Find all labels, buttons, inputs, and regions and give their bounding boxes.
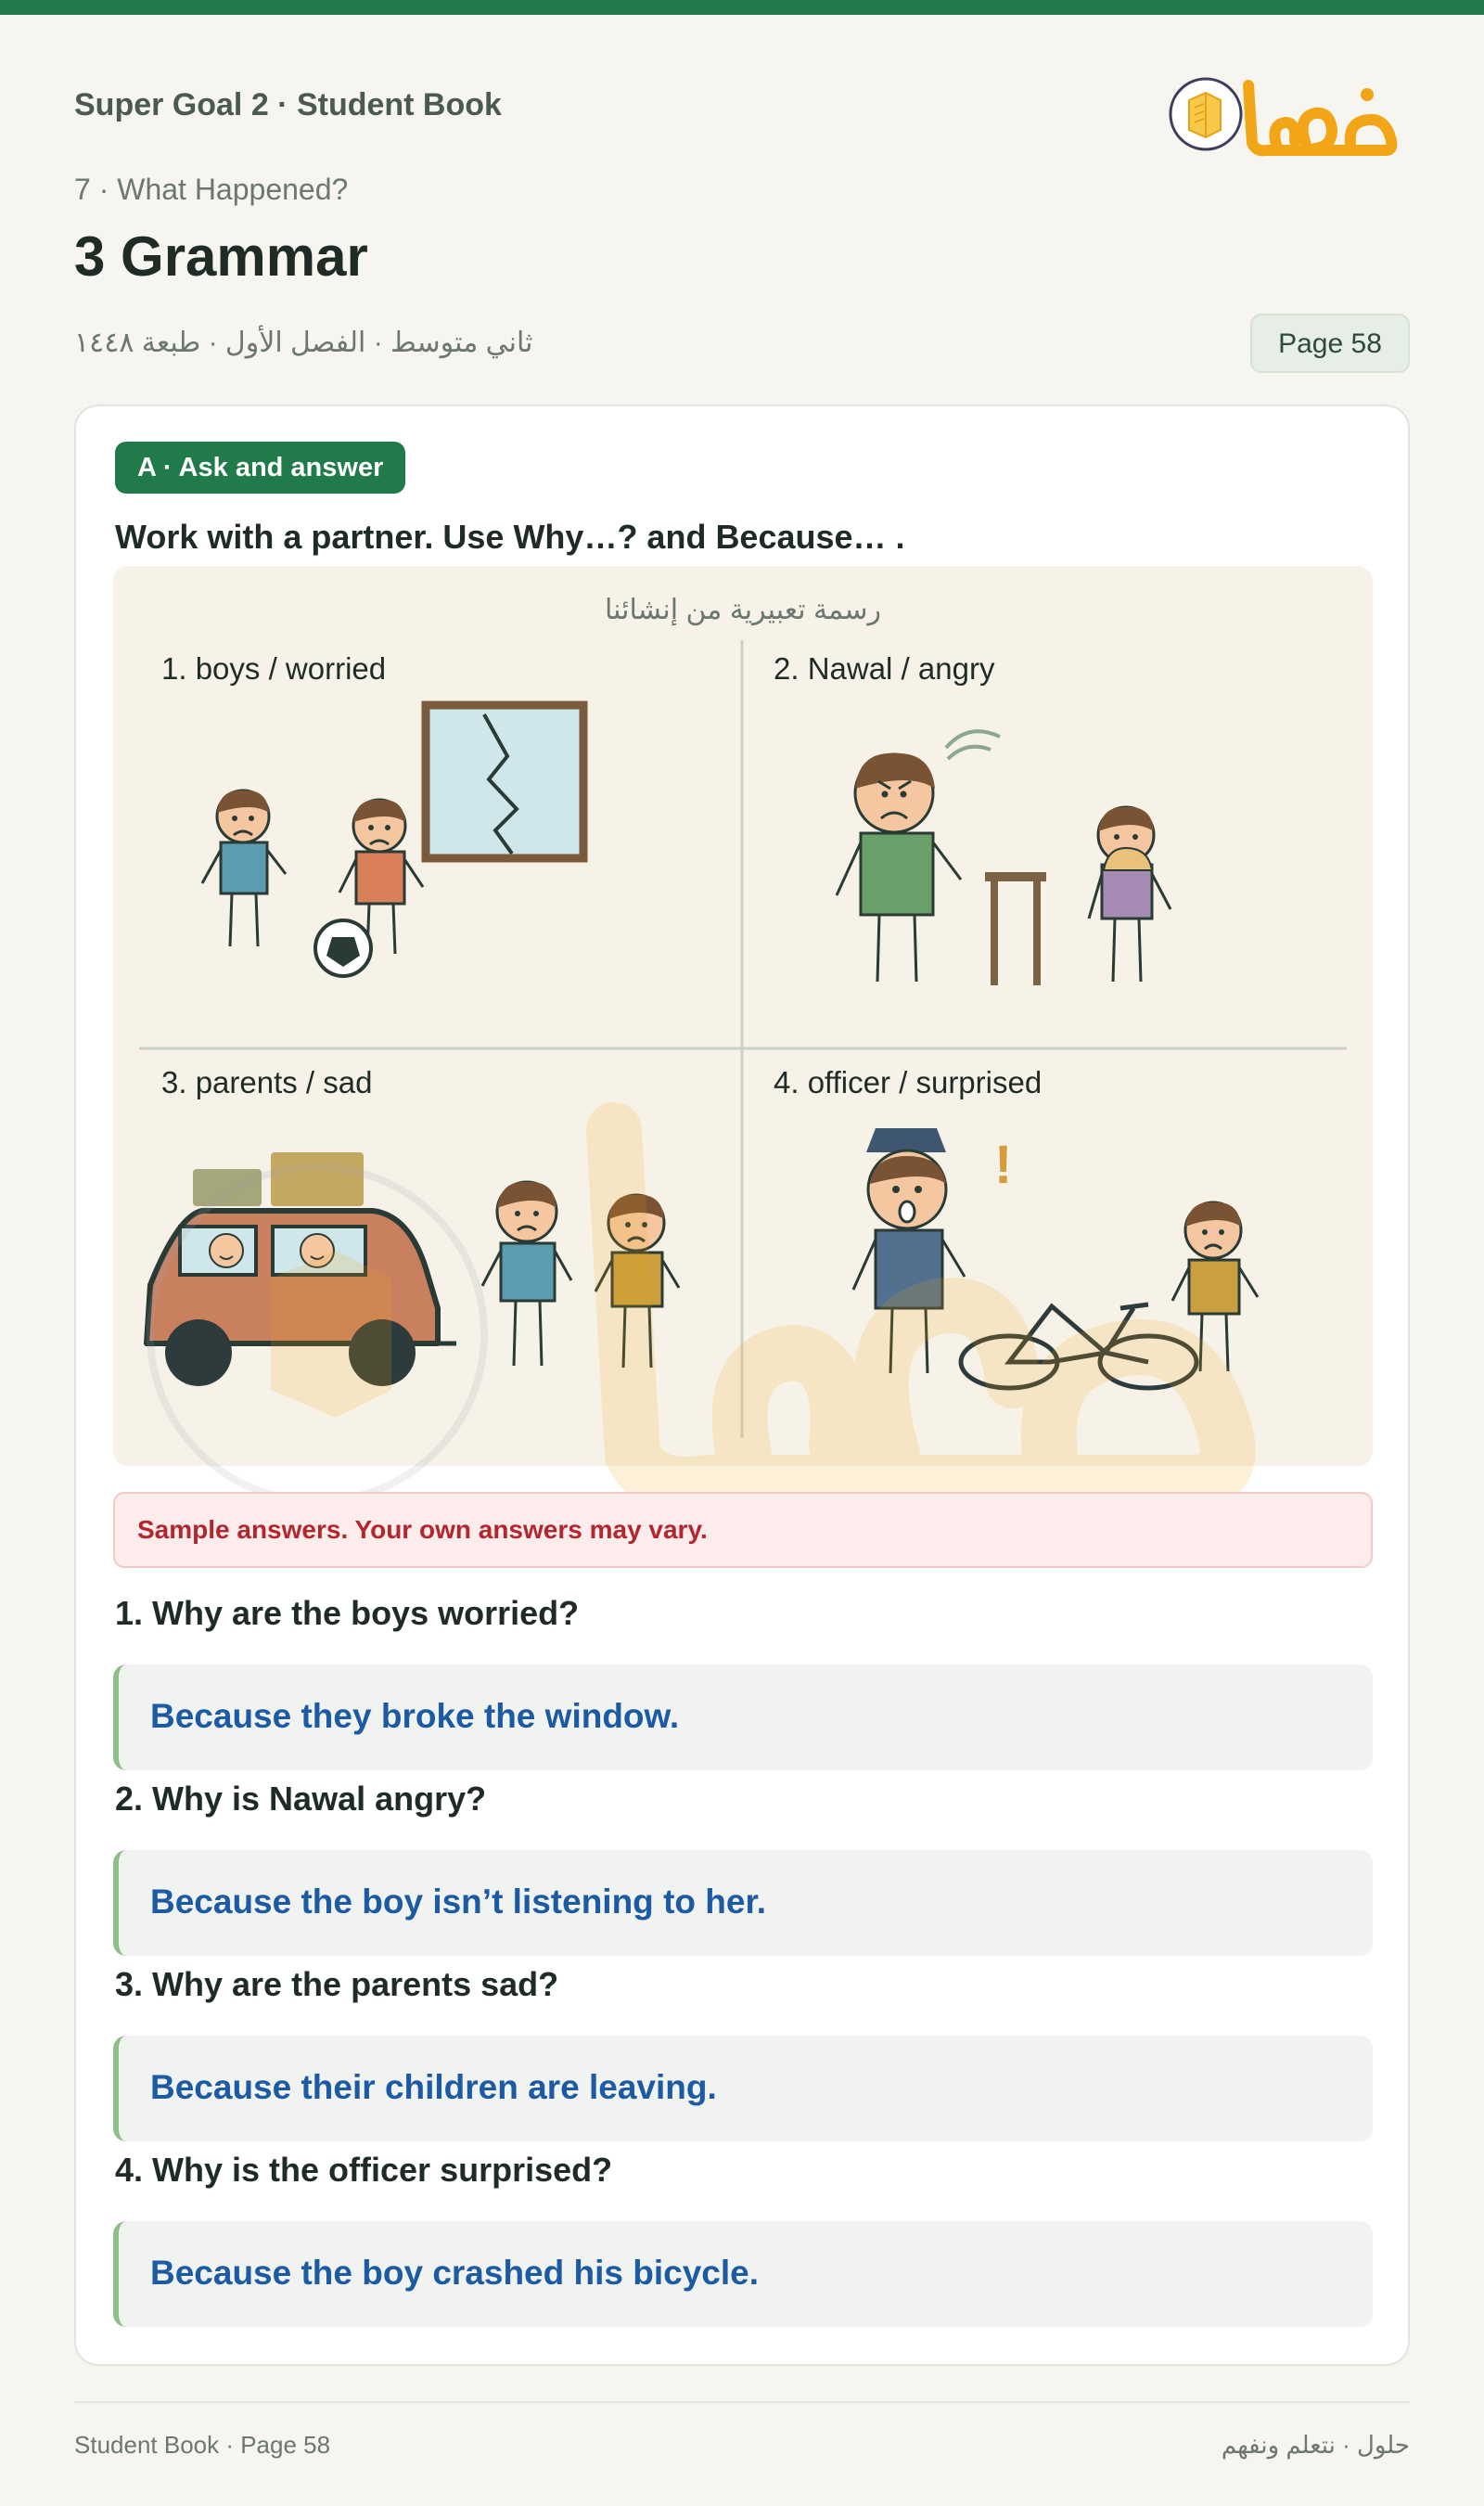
stool-icon (985, 872, 1046, 985)
panel-3-drawing (147, 1152, 679, 1386)
nawal-figure (837, 753, 961, 982)
parent-figure (482, 1182, 571, 1366)
luggage-icon (193, 1169, 262, 1206)
panel-4-drawing (853, 1128, 1258, 1388)
exclamation-mark: ! (994, 1135, 1013, 1195)
top-accent-bar (0, 0, 1484, 15)
panel-2-drawing (837, 731, 1171, 985)
broken-window-icon (426, 705, 583, 858)
unit-title: 7 · What Happened? (74, 173, 349, 206)
footer-page-info: Student Book · Page 58 (74, 2431, 331, 2459)
footer-divider (74, 2401, 1410, 2403)
illustration-drawing (113, 566, 1373, 1466)
soccer-ball-icon (315, 920, 371, 976)
parent-figure (595, 1195, 679, 1368)
officer-figure (853, 1128, 965, 1373)
hulul-logo (1167, 63, 1399, 165)
footer-brand: حلول · نتعلم ونفهم (1221, 2431, 1410, 2459)
page-badge: Page 58 (1250, 314, 1410, 373)
officer-cap-icon (866, 1128, 946, 1152)
panel-1-label: 1. boys / worried (161, 651, 387, 686)
sample-answers-note: Sample answers. Your own answers may vary. (113, 1492, 1373, 1568)
section-label: A · Ask and answer (115, 442, 405, 494)
question-1: 1. Why are the boys worried? (115, 1594, 580, 1632)
bicycle-icon (961, 1304, 1196, 1388)
panel-1-drawing (202, 705, 583, 976)
instruction: Work with a partner. Use Why…? and Because… . (115, 518, 905, 556)
answer-2: Because the boy isn’t listening to her. (113, 1850, 1373, 1956)
page-title: 3 Grammar (74, 225, 368, 288)
sound-waves-icon (946, 731, 1000, 759)
car-icon (147, 1211, 456, 1386)
illustration-caption: رسمة تعبيرية من إنشائنا (604, 595, 881, 625)
panel-3-label: 3. parents / sad (161, 1065, 373, 1099)
answer-3: Because their children are leaving. (113, 2036, 1373, 2141)
panel-4-label: 4. officer / surprised (774, 1065, 1043, 1099)
question-2: 2. Why is Nawal angry? (115, 1780, 487, 1818)
question-4: 4. Why is the officer surprised? (115, 2151, 613, 2189)
luggage-icon (271, 1152, 364, 1206)
panel-2-label: 2. Nawal / angry (774, 651, 995, 686)
illustration (113, 566, 1373, 1466)
answer-1: Because they broke the window. (113, 1664, 1373, 1770)
book-title: Super Goal 2 · Student Book (74, 87, 502, 122)
answer-4: Because the boy crashed his bicycle. (113, 2221, 1373, 2327)
exercise-card (74, 405, 1410, 2366)
arabic-meta: ثاني متوسط · الفصل الأول · طبعة ١٤٤٨ (74, 328, 533, 358)
boy-figure (202, 790, 286, 946)
boy-figure (1089, 807, 1171, 982)
question-3: 3. Why are the parents sad? (115, 1965, 559, 2003)
